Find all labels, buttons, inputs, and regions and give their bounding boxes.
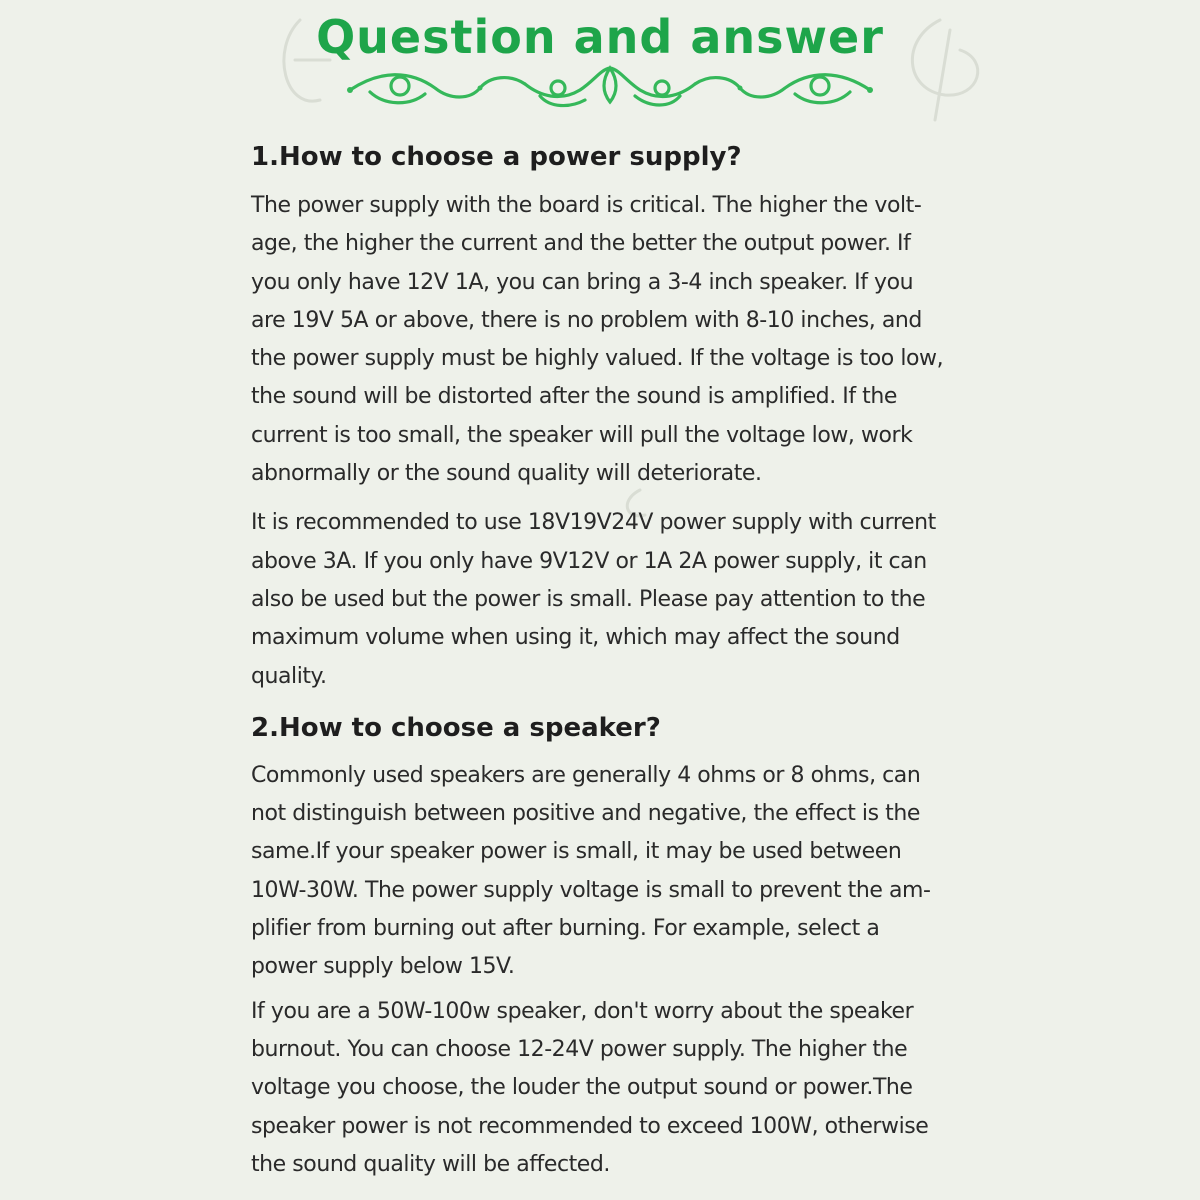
text-line: quality. <box>251 663 327 689</box>
section-heading-power-supply: 1.How to choose a power supply? <box>251 142 742 172</box>
text-line: you only have 12V 1A, you can bring a 3-4 inch speaker. If you <box>251 269 914 295</box>
text-line: above 3A. If you only have 9V12V or 1A 2A power supply, it can <box>251 548 927 574</box>
text-line: the sound will be distorted after the sound is amplified. If the <box>251 384 897 410</box>
text-line: are 19V 5A or above, there is no problem with 8-10 inches, and <box>251 307 922 333</box>
text-line: current is too small, the speaker will pull the voltage low, work <box>251 422 913 448</box>
page-title: Question and answer <box>316 10 884 64</box>
text-line: abnormally or the sound quality will deteriorate. <box>251 461 762 487</box>
text-line: If you are a 50W-100w speaker, don't worry about the speaker <box>251 998 914 1024</box>
text-line: age, the higher the current and the better the output power. If <box>251 231 911 257</box>
text-line: the sound quality will be affected. <box>251 1151 610 1177</box>
text-line: It is recommended to use 18V19V24V power supply with current <box>251 510 936 536</box>
text-line: Commonly used speakers are generally 4 ohms or 8 ohms, can <box>251 762 921 788</box>
paragraph-power-supply-2 <box>251 504 1011 695</box>
text-line: also be used but the power is small. Please pay attention to the <box>251 586 926 612</box>
text-line: voltage you choose, the louder the output sound or power.The <box>251 1075 913 1101</box>
content <box>251 138 1011 1184</box>
text-line: burnout. You can choose 12-24V power supply. The higher the <box>251 1036 908 1062</box>
paragraph-power-supply-1 <box>251 187 1011 493</box>
text-line: same.If your speaker power is small, it may be used between <box>251 839 902 865</box>
title-ornament <box>340 62 880 112</box>
text-line: plifier from burning out after burning. For example, select a <box>251 916 880 942</box>
text-line: not distinguish between positive and negative, the effect is the <box>251 801 920 827</box>
text-line: 10W-30W. The power supply voltage is small to prevent the am- <box>251 877 931 903</box>
paragraph-speaker-1 <box>251 757 1011 987</box>
text-line: maximum volume when using it, which may affect the sound <box>251 625 900 651</box>
text-line: The power supply with the board is critical. The higher the volt- <box>251 193 922 218</box>
text-line: the power supply must be highly valued. If the voltage is too low, <box>251 346 944 372</box>
section-heading-speaker: 2.How to choose a speaker? <box>251 712 661 743</box>
text-line: power supply below 15V. <box>251 954 515 980</box>
paragraph-speaker-2 <box>251 993 1011 1184</box>
text-line: speaker power is not recommended to exceed 100W, otherwise <box>251 1113 929 1139</box>
